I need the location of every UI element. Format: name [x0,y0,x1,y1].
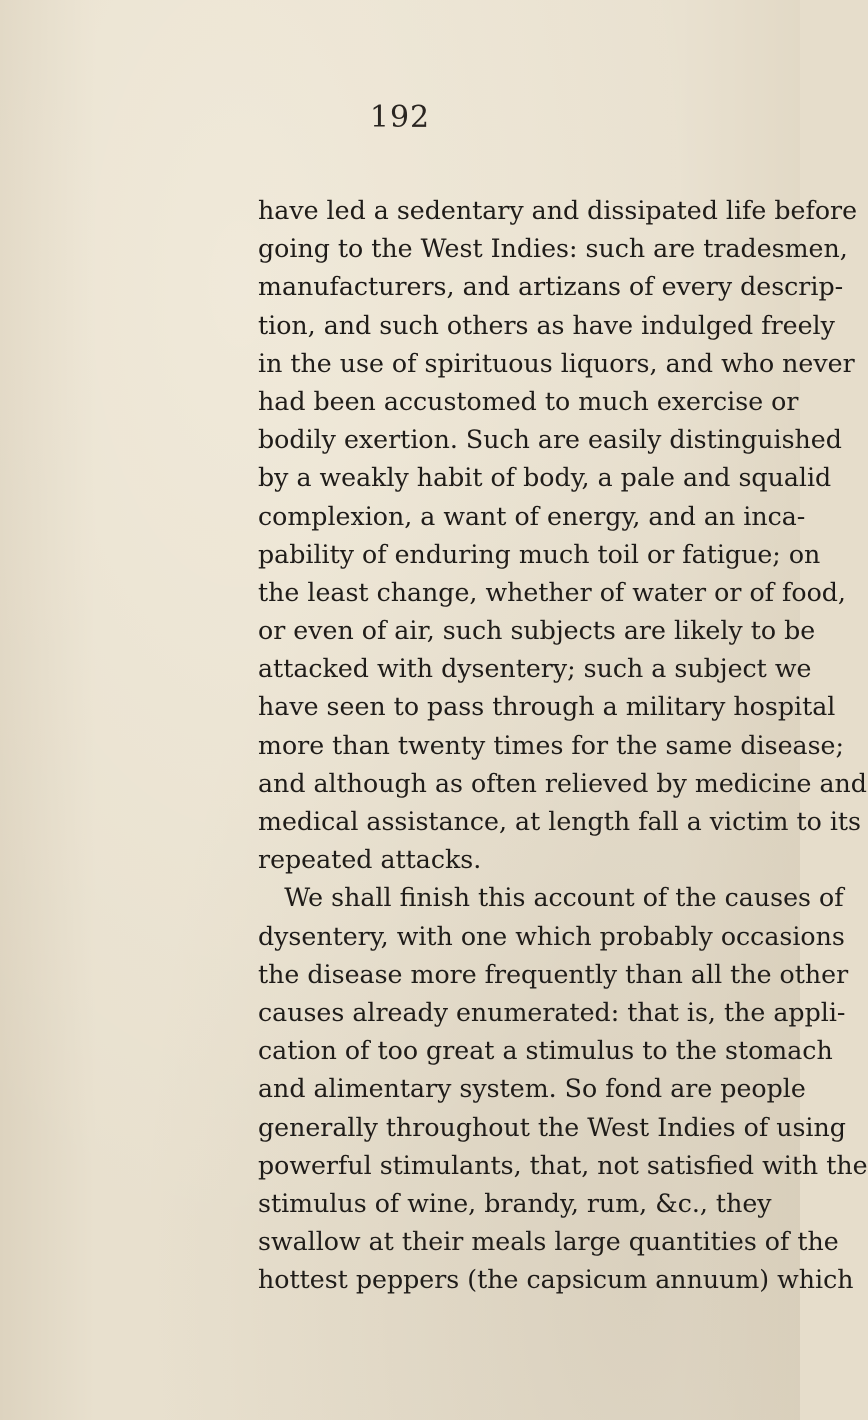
body-text [258,192,868,1299]
text-line: dysentery, with one which probably occasions [258,921,845,951]
text-line: pability of enduring much toil or fatigue; on [258,539,821,569]
text-line: manufacturers, and artizans of every descrip- [258,272,844,302]
text-line: and although as often relieved by medicine and [258,768,867,798]
text-line: in the use of spirituous liquors, and who never [258,348,855,378]
text-line: cation of too great a stimulus to the stomach [258,1036,833,1066]
text-line: powerful stimulants, that, not satisfied with the [258,1150,868,1180]
text-line: by a weakly habit of body, a pale and squalid [258,463,832,493]
text-line: hottest peppers (the capsicum annuum) which [258,1265,854,1295]
text-line: medical assistance, at length fall a victim to its [258,807,862,836]
text-line: stimulus of wine, brandy, rum, &c., they [258,1188,772,1218]
text-line: causes already enumerated: that is, the appli- [258,997,846,1027]
text-line: had been accustomed to much exercise or [258,386,799,416]
text-line: tion, and such others as have indulged freely [258,310,835,340]
text-line: going to the West Indies: such are tradesmen, [258,234,848,264]
text-line: have led a sedentary and dissipated life before [258,196,858,225]
text-line: bodily exertion. Such are easily distinguished [258,425,842,455]
text-line: We shall finish this account of the causes of [284,883,844,913]
text-line: have seen to pass through a military hospital [258,692,836,722]
text-line: the disease more frequently than all the other [258,959,849,989]
text-line: attacked with dysentery; such a subject we [258,654,812,684]
text-line: and alimentary system. So fond are people [258,1074,806,1104]
text-line: more than twenty times for the same disease; [258,730,844,760]
text-line: complexion, a want of energy, and an inca- [258,501,806,531]
page-number: 192 [369,100,431,135]
text-line: swallow at their meals large quantities of the [258,1227,839,1257]
paragraph-1 [258,192,867,879]
text-line: repeated attacks. [258,845,482,875]
paragraph-2 [258,879,868,1299]
text-line: generally throughout the West Indies of using [258,1112,846,1142]
text-line: or even of air, such subjects are likely to be [258,616,816,646]
text-line: the least change, whether of water or of food, [258,577,846,607]
